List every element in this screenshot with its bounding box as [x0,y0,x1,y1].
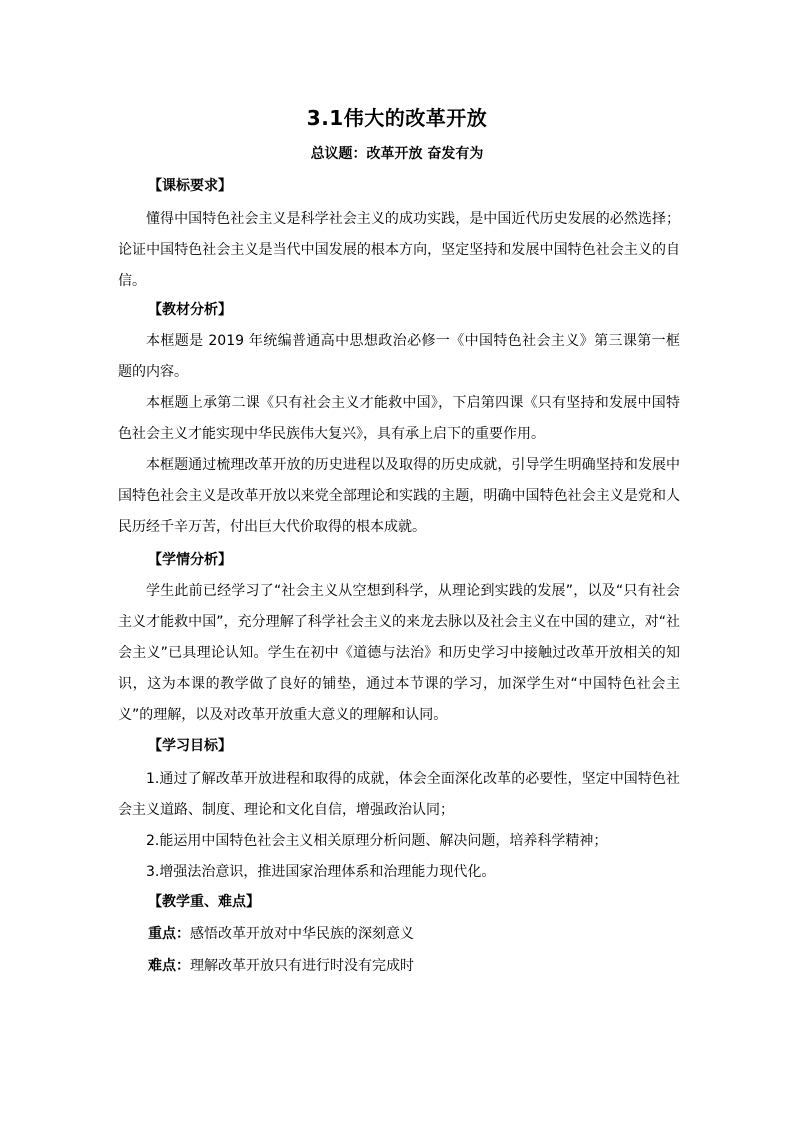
page-subtitle: 总议题：改革开放 奋发有为 [310,146,484,162]
difficulty-label: 难点： [148,958,190,974]
section-heading-keypoints: 【教学重、难点】 [148,894,260,910]
section-textbook-body [118,326,680,543]
section-textbook [148,298,232,322]
paragraph: 学生此前已经学习了“社会主义从空想到科学，从理论到实践的发展”，以及“只有社会主义才能救中国”，充分理解了科学社会主义的来龙去脉以及社会主义在中国的建立，对“社会主义”已具理论认知。学生在初中《道德与法治》和历史学习中接触过改革开放相关的知识，这为本课的教学做了良好的铺垫，通过本节课的学习，加深学生对“中国特色社会主义”的理解，以及对改革开放重大意义的理解和认同。 [118,583,680,723]
section-goals [148,734,232,758]
section-learners-body [118,576,680,731]
section-learners [148,548,232,572]
goal-item-3: 3.增强法治意识，推进国家治理体系和治理能力现代化。 [146,864,496,880]
page-title: 3.1伟大的改革开放 [306,106,488,130]
section-goals-body [118,764,680,888]
paragraph: 本框题上承第二课《只有社会主义才能救中国》，下启第四课《只有坚持和发展中国特色社会主义才能实现中华民族伟大复兴》，具有承上启下的重要作用。 [118,395,680,442]
section-standard-body [118,204,680,297]
section-heading-goals: 【学习目标】 [148,738,232,754]
difficulty-text: 理解改革开放只有进行时没有完成时 [190,958,414,974]
section-heading-textbook: 【教材分析】 [148,302,232,318]
section-standard [148,174,232,198]
goal-item-2: 2.能运用中国特色社会主义相关原理分析问题、解决问题，培养科学精神； [146,833,608,849]
difficulty-line [148,954,414,978]
section-keypoints [148,890,260,914]
paragraph: 懂得中国特色社会主义是科学社会主义的成功实践，是中国近代历史发展的必然选择；论证中国特色社会主义是当代中国发展的根本方向，坚定坚持和发展中国特色社会主义的自信。 [118,211,680,289]
focus-line [148,922,414,946]
paragraph: 本框题是 2019 年统编普通高中思想政治必修一《中国特色社会主义》第三课第一框题的内容。 [118,333,680,380]
goal-item-1: 1.通过了解改革开放进程和取得的成就，体会全面深化改革的必要性，坚定中国特色社会主义道路、制度、理论和文化自信，增强政治认同； [118,771,680,818]
section-heading-standard: 【课标要求】 [148,178,232,194]
paragraph: 本框题通过梳理改革开放的历史进程以及取得的历史成就，引导学生明确坚持和发展中国特色社会主义是改革开放以来党全部理论和实践的主题，明确中国特色社会主义是党和人民历经千辛万苦，付出巨大代价取得的根本成就。 [118,457,680,535]
focus-text: 感悟改革开放对中华民族的深刻意义 [190,926,414,942]
section-heading-learners: 【学情分析】 [148,552,232,568]
focus-label: 重点： [148,926,190,942]
